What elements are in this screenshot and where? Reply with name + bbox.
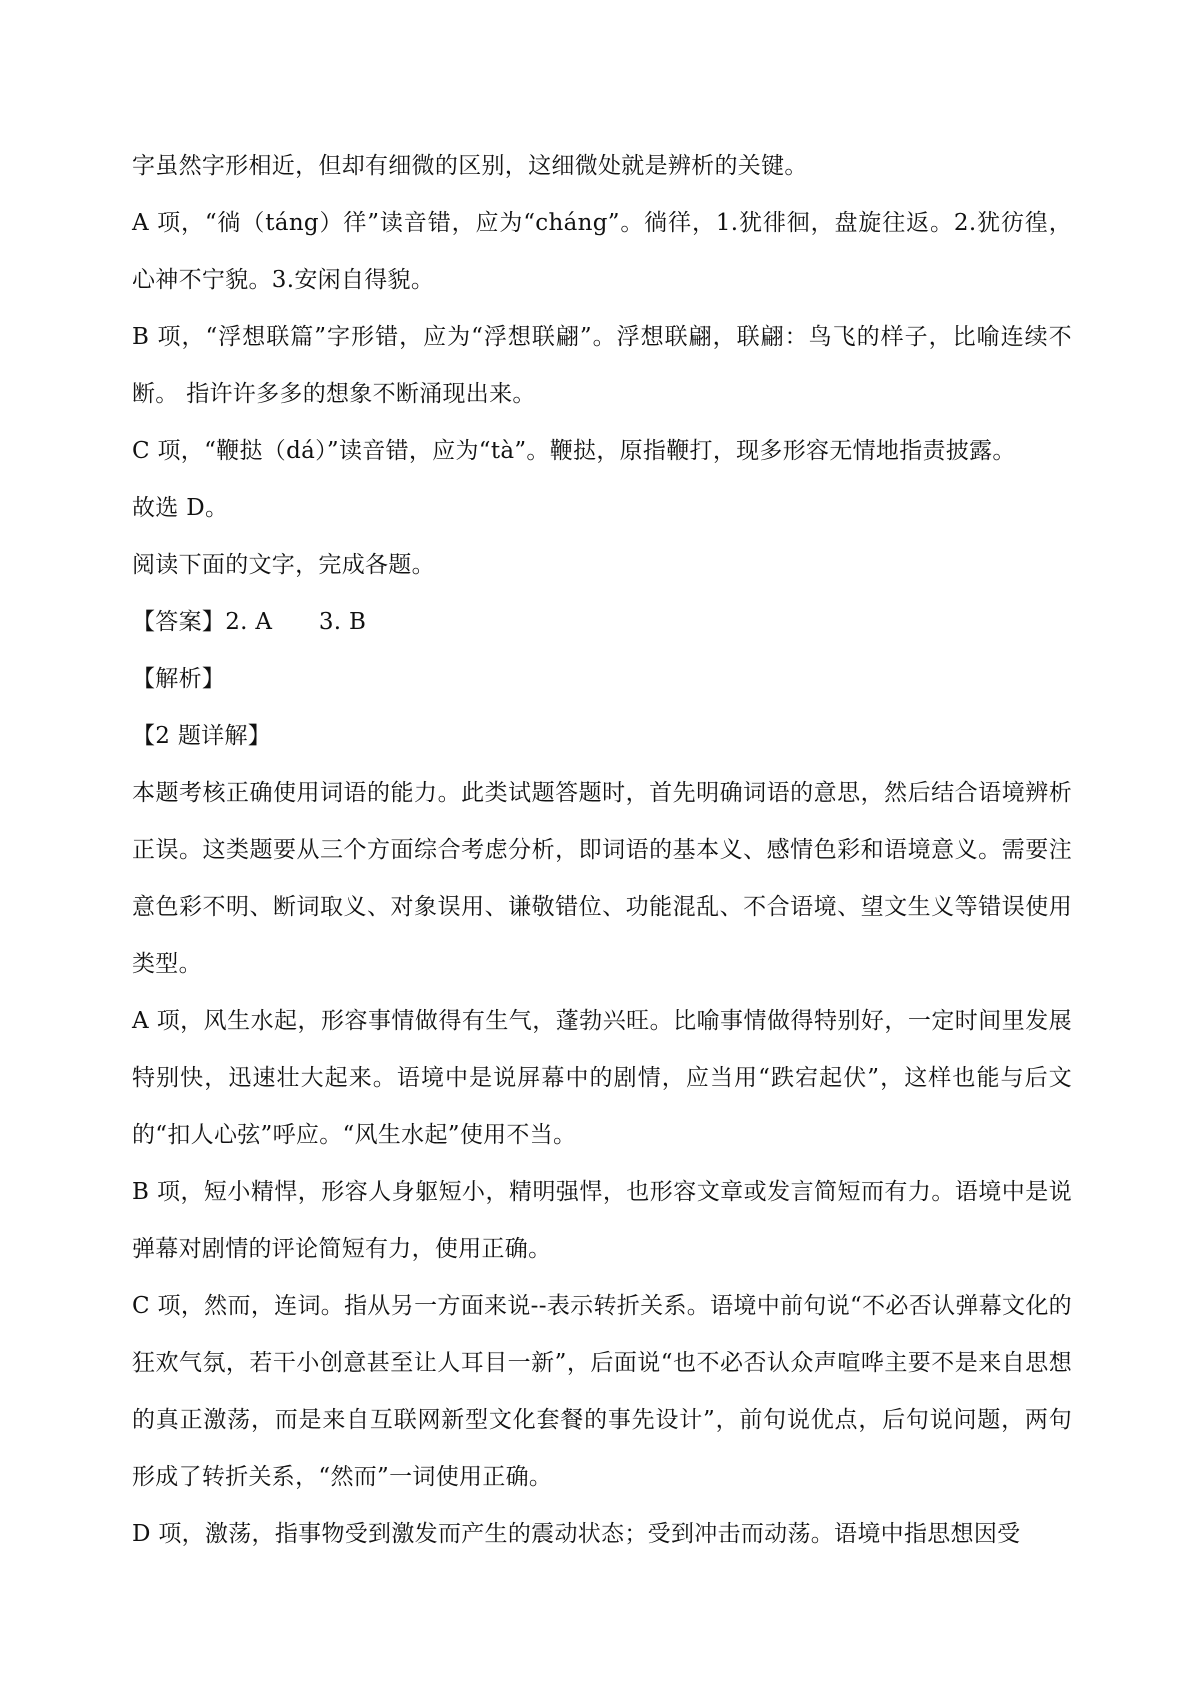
paragraph-option-d-2: D 项，激荡，指事物受到激发而产生的震动状态；受到冲击而动荡。语境中指思想因受	[132, 1521, 1021, 1547]
paragraph-option-b-2: B 项，短小精悍，形容人身躯短小，精明强悍，也形容文章或发言简短而有力。语境中是说弹幕对剧情的评论简短有力，使用正确。	[132, 1179, 1072, 1262]
paragraph-option-a-2: A 项，风生水起，形容事情做得有生气，蓬勃兴旺。比喻事情做得特别好，一定时间里发展特别快，迅速壮大起来。语境中是说屏幕中的剧情，应当用“跌宕起伏”，这样也能与后文的“扣人心弦”呼应。“风生水起”使用不当。	[132, 1008, 1072, 1148]
paragraph-option-c-2: C 项，然而，连词。指从另一方面来说--表示转折关系。语境中前句说“不必否认弹幕文化的狂欢气氛，若干小创意甚至让人耳目一新”，后面说“也不必否认众声喧哗主要不是来自思想的真正激荡，而是来自互联网新型文化套餐的事先设计”，前句说优点，后句说问题，两句形成了转折关系，“然而”一词使用正确。	[132, 1293, 1072, 1490]
paragraph-reading-instruction: 阅读下面的文字，完成各题。	[132, 552, 435, 578]
paragraph-analysis-heading: 【解析】	[132, 666, 226, 692]
paragraph-answer: 【答案】2. A 3. B	[132, 609, 367, 635]
paragraph-option-a-1: A 项，“徜（táng）徉”读音错，应为“cháng”。徜徉，1.犹徘徊，盘旋往返。2.犹彷徨，心神不宁貌。3.安闲自得貌。	[132, 210, 1072, 293]
paragraph-choose-d: 故选 D。	[132, 495, 229, 521]
paragraph-intro-end: 字虽然字形相近，但却有细微的区别，这细微处就是辨析的关键。	[132, 153, 808, 179]
paragraph-option-c-1: C 项，“鞭挞（dá）”读音错，应为“tà”。鞭挞，原指鞭打，现多形容无情地指责披露。	[132, 438, 1016, 464]
paragraph-question-2-heading: 【2 题详解】	[132, 723, 272, 749]
paragraph-option-b-1: B 项，“浮想联篇”字形错，应为“浮想联翩”。浮想联翩，联翩：鸟飞的样子，比喻连续不断。 指许许多多的想象不断涌现出来。	[132, 324, 1072, 407]
paragraph-question-2-intro: 本题考核正确使用词语的能力。此类试题答题时，首先明确词语的意思，然后结合语境辨析正误。这类题要从三个方面综合考虑分析，即词语的基本义、感情色彩和语境意义。需要注意色彩不明、断词取义、对象误用、谦敬错位、功能混乱、不合语境、望文生义等错误使用类型。	[132, 780, 1072, 977]
document-body	[132, 138, 1072, 1563]
